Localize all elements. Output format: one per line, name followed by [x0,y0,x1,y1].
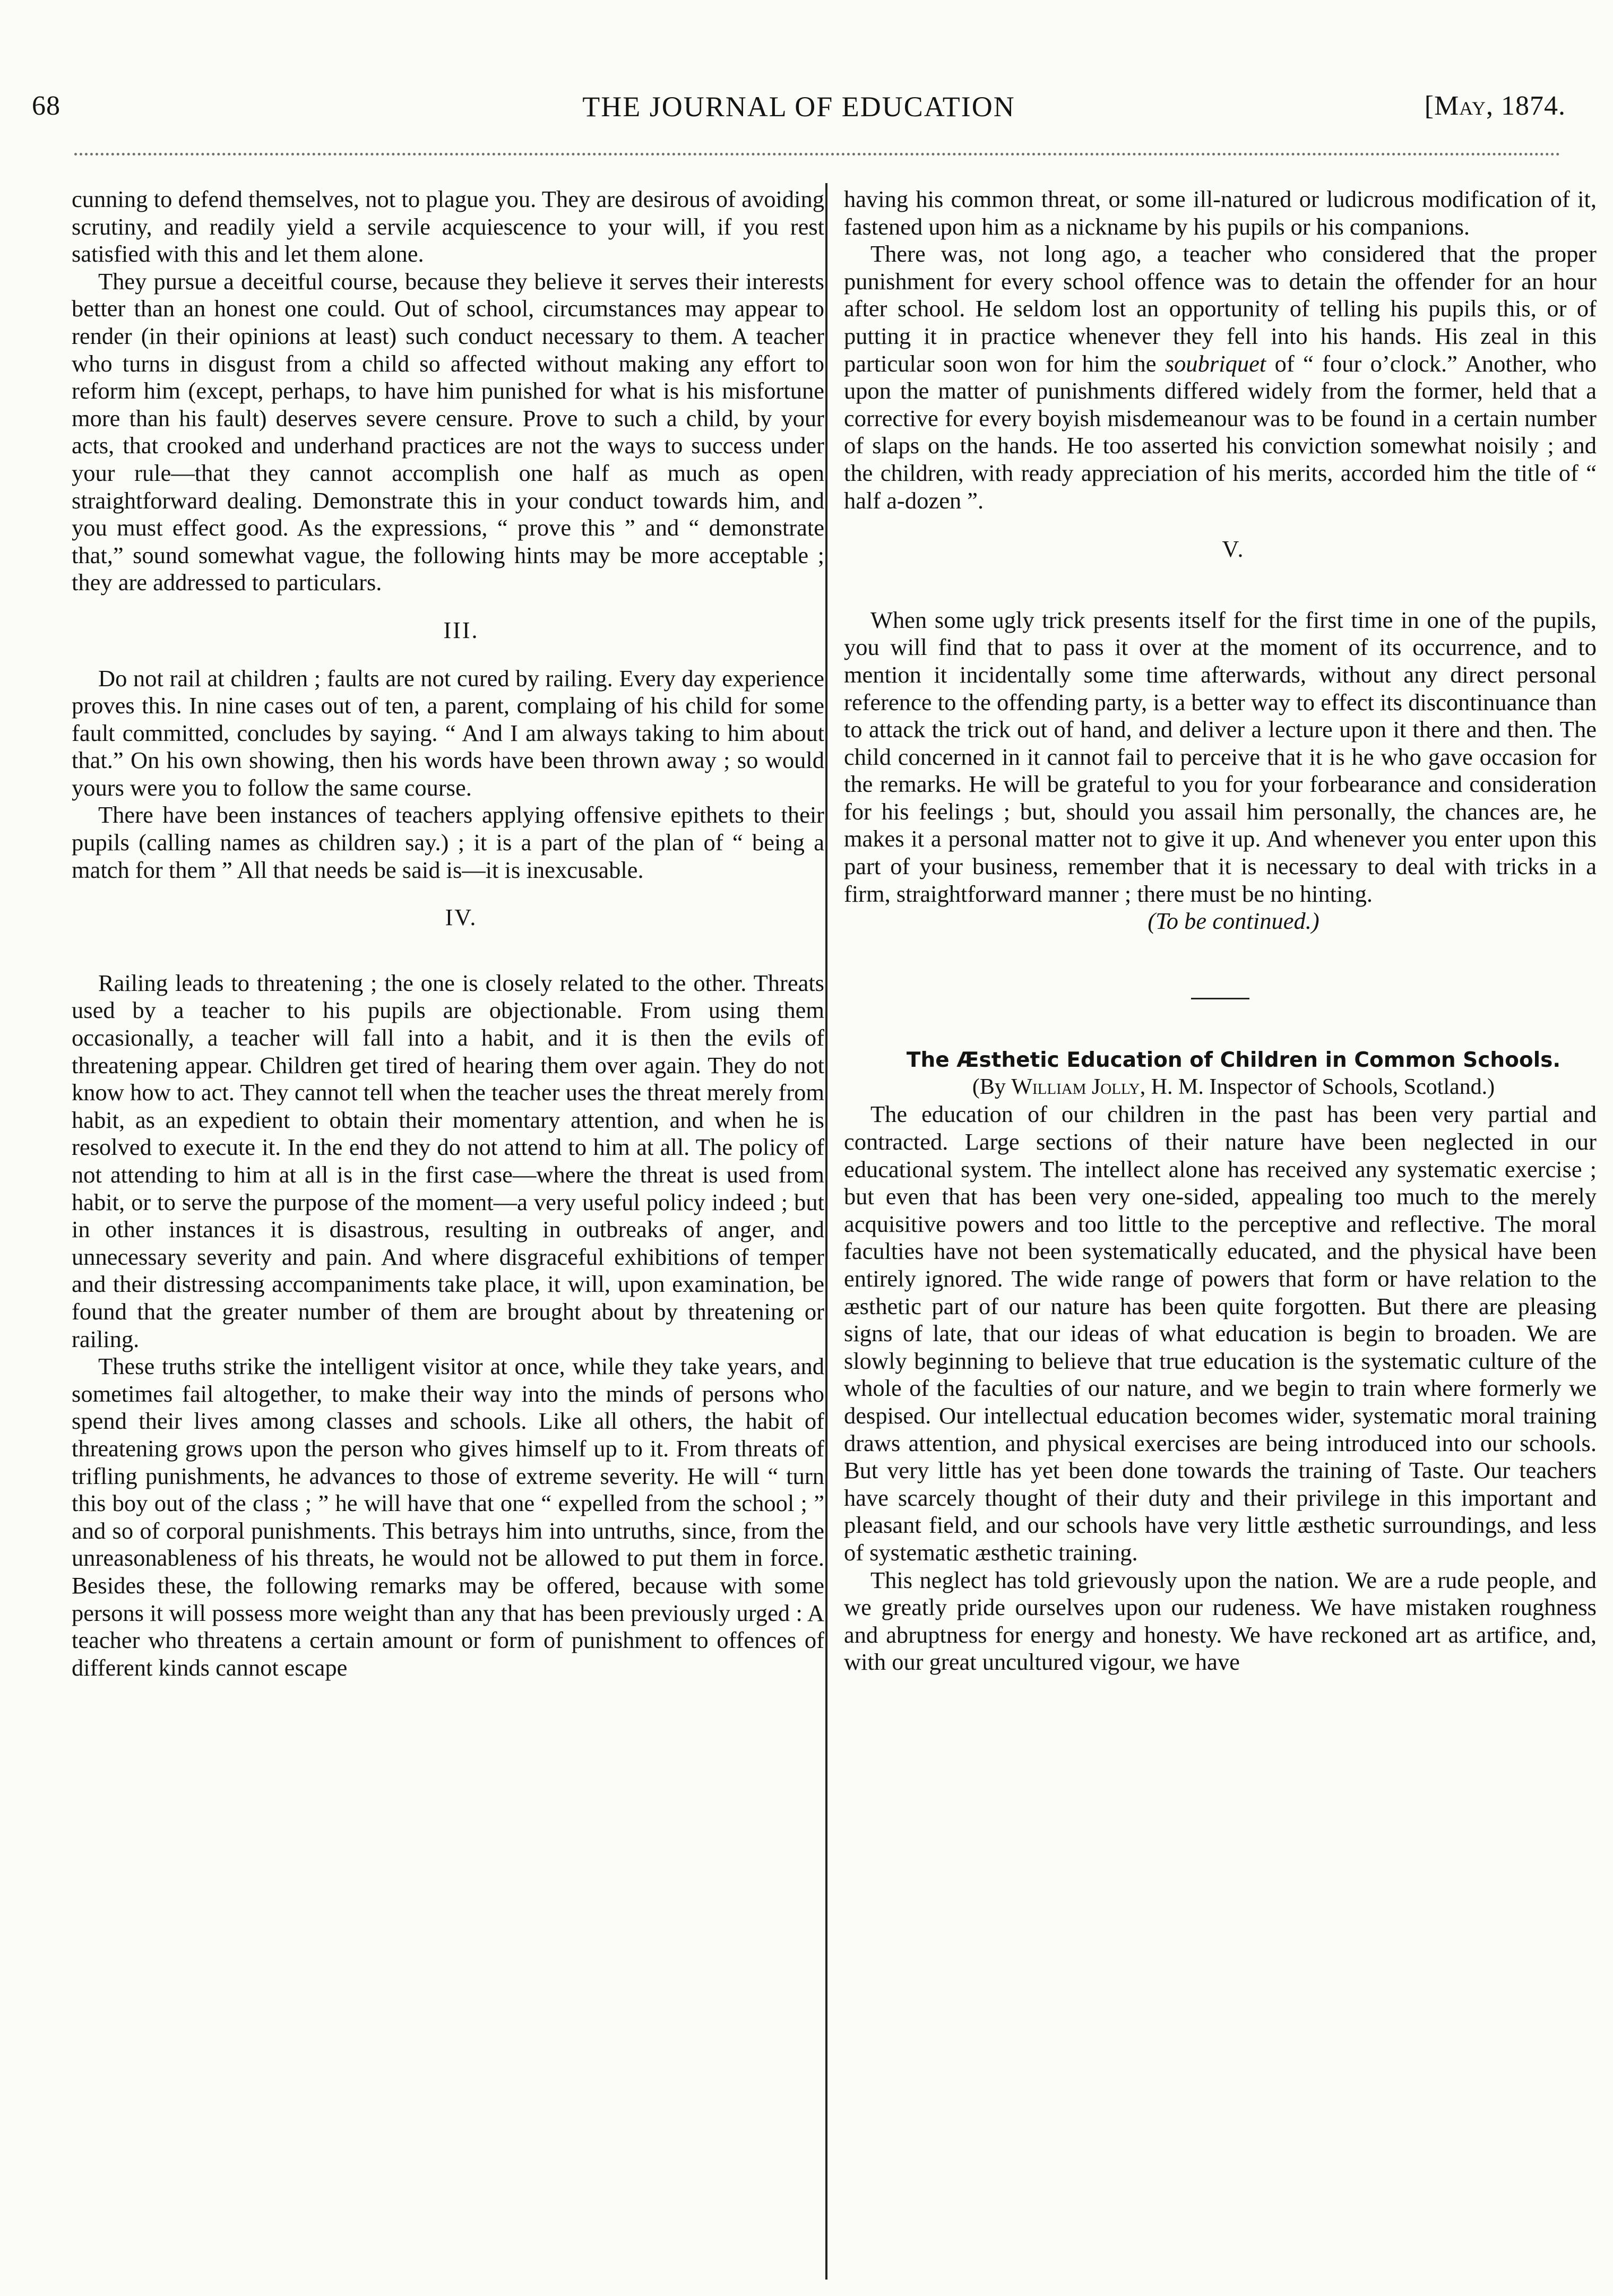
paragraph: having his common threat, or some ill-natured or ludicrous modification of it, fastened upon him as a nickname by his pupils or his companions. [844,186,1597,240]
column-divider [825,183,827,2280]
soubriquet-word: soubriquet [1165,350,1266,377]
article-byline [844,1074,1597,1101]
page-header [32,90,1566,138]
paragraph: Railing leads to threatening ; the one is closely related to the other. Threats used by a teacher to his pupils are objectionable. From using them occasionally, a teacher will fall into a habit, and it is then the evils of threatening appear. Children get tired of hearing them over again. They do not know how to act. They cannot tell when the teacher uses the threat merely from habit, as an expedient to obtain their momentary attention, and when he is resolved to execute it. In the end they do not attend to him at all. The policy of not attending to him at all is in the first case—where the threat is used from habit, or to serve the purpose of the moment—a very useful policy indeed ; but in other instances it is disastrous, resulting in outbreaks of anger, and unnecessary severity and pain. And where disgraceful exhibitions of temper and their distressing accompaniments take place, it will, upon examination, be found that the greater number of them are brought about by threatening or railing. [72,969,824,1352]
paragraph-text: There was, not long ago, a teacher who considered that the proper punishment for every school offence was to detain the offender for an hour after school. He seldom lost an opportunity of telling his pupils this, or of putting it in practice whenever they fell into his hands. His zeal in this particular soon won for him the [844,240,1597,377]
header-divider [74,153,1560,156]
paragraph: These truths strike the intelligent visitor at once, while they take years, and sometimes fail altogether, to make their way into the minds of persons who spend their lives among classes and schools. Like all others, the habit of threatening grows upon the person who gives himself up to it. From threats of trifling punishments, he advances to those of extreme severity. He will “ turn this boy out of the class ; ” he will have that one “ expelled from the school ; ” and so of corporal punishments. This betrays him into untruths, since, from the unreasonableness of his threats, he would not be allowed to put them in force. Besides these, the following remarks may be offered, because with some persons it will possess more weight than any that has been previously urged : A teacher who threatens a certain amount or form of punishment to offences of different kinds cannot escape [72,1353,824,1681]
section-heading-v: V. [1222,536,1245,563]
section-heading-iv: IV. [445,904,478,931]
article-title: The Æsthetic Education of Children in Common Schools. [906,1048,1561,1072]
paragraph: There have been instances of teachers applying offensive epithets to their pupils (calling names as children say.) ; it is a part of the plan of “ being a match for them ” All that needs be said is—it is inexcusable. [72,801,824,883]
byline-rest: , H. M. Inspector of Schools, Scotland.) [1140,1074,1495,1099]
article-separator [1191,998,1249,999]
to-be-continued-note: (To be continued.) [1148,908,1319,935]
byline-open: (By [972,1074,1012,1099]
page-number: 68 [32,91,61,121]
paragraph: The education of our children in the past has been very partial and contracted. Large sections of their nature have been neglected in our educational system. The intellect alone has received any systematic exercise ; but even that has been very one-sided, appealing too much to the merely acquisitive powers and too little to the perceptive and reflective. The moral faculties have not been systematically educated, and the physical have been entirely ignored. The wide range of powers that form or have relation to the æsthetic part of our nature has been quite forgotten. But there are pleasing signs of late, that our ideas of what education is begin to broaden. We are slowly beginning to believe that true education is the systematic culture of the whole of the faculties of our nature, and we begin to train where formerly we despised. Our intellectual education becomes wider, systematic moral training draws attention, and physical exercises are being introduced into our schools. But very little has yet been done towards the training of Taste. Our teachers have scarcely thought of their duty and their privilege in this important and pleasant field, and our schools have very little æsthetic surroundings, and less of systematic æsthetic training. [844,1101,1597,1566]
paragraph: They pursue a deceitful course, because they believe it serves their interests better than an honest one could. Out of school, circumstances may appear to render (in their opinions at least) such conduct necessary to them. A teacher who turns in disgust from a child so affected without making any effort to reform him (except, perhaps, to have him punished for what is his misfortune more than his fault) deserves severe censure. Prove to such a child, by your acts, that crooked and underhand practices are not the ways to success under your rule—that they cannot accomplish one half as much as open straightforward dealing. Demonstrate this in your conduct towards him, and you must effect good. As the expressions, “ prove this ” and “ demonstrate that,” sound somewhat vague, the following hints may be more acceptable ; they are addressed to particulars. [72,267,824,596]
byline-author: William Jolly [1011,1074,1140,1099]
paragraph: This neglect has told grievously upon the nation. We are a rude people, and we greatly pride ourselves upon our rudeness. We have mistaken roughness and abruptness for energy and honesty. We have reckoned art as artifice, and, with our great uncultured vigour, we have [844,1566,1597,1676]
left-column [72,186,824,1681]
paragraph [844,240,1597,514]
issue-date: [May, 1874. [1424,91,1566,121]
paragraph: cunning to defend themselves, not to plague you. They are desirous of avoiding scrutiny, and readily yield a servile acquiescence to your will, if you rest satisfied with this and let them alone. [72,186,824,267]
journal-title: THE JOURNAL OF EDUCATION [582,91,1015,123]
paragraph: Do not rail at children ; faults are not cured by railing. Every day experience proves this. In nine cases out of ten, a parent, complaing of his child for some fault committed, concludes by saying. “ And I am always taking to him about that.” On his own showing, then his words have been thrown away ; so would yours were you to follow the same course. [72,664,824,801]
section-heading-iii: III. [443,617,479,643]
paragraph-text: of “ four o’clock.” Another, who upon the matter of punishments differed widely from the former, held that a corrective for every boyish misdemeanour was to be found in a certain number of slaps on the hands. He too asserted his conviction somewhat noisily ; and the children, with ready appreciation of his merits, accorded him the title of “ half a-dozen ”. [844,350,1597,514]
paragraph: When some ugly trick presents itself for the first time in one of the pupils, you will find that to pass it over at the moment of its occurrence, and to mention it incidentally some time afterwards, without any direct personal reference to the offending party, is a better way to effect its discontinuance than to attack the trick out of hand, and deliver a lecture upon it there and then. The child concerned in it cannot fail to perceive that it is he who gave occasion for the remarks. He will be grateful to you for your forbearance and consideration for his feelings ; but, should you assail him personally, the chances are, he makes it a personal matter not to give it up. And whenever you enter upon this part of your business, remember that it is necessary to deal with tricks in a firm, straightforward manner ; there must be no hinting. [844,606,1597,907]
right-column [844,186,1597,1676]
